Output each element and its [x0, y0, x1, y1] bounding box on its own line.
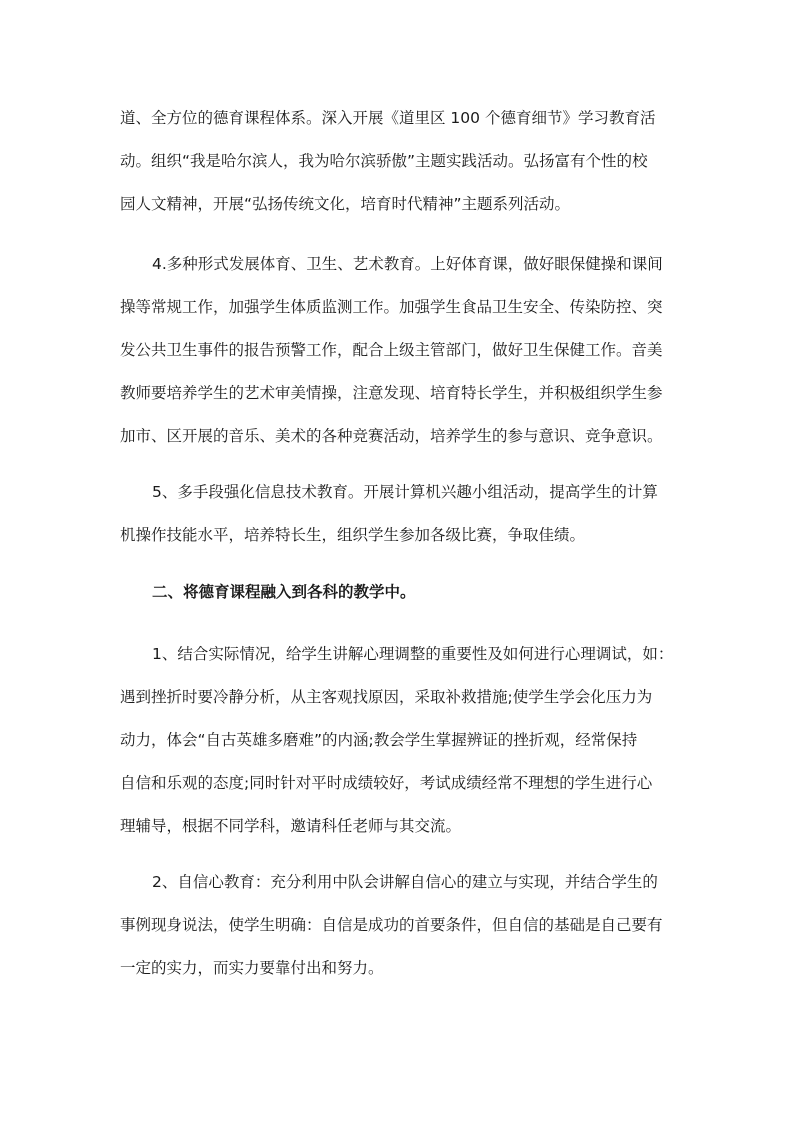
- text-line: 动。组织“我是哈尔滨人，我为哈尔滨骄傲”主题实践活动。弘扬富有个性的校: [120, 152, 648, 170]
- text-line: 加市、区开展的音乐、美术的各种竞赛活动，培养学生的参与意识、竞争意识。: [120, 427, 663, 445]
- text-line: 机操作技能水平，培养特长生，组织学生参加各级比赛，争取佳绩。: [120, 526, 586, 544]
- paragraph-1: [120, 104, 680, 233]
- heading-line: 二、将德育课程融入到各科的教学中。: [152, 583, 416, 601]
- text-line: 动力，体会“自古英雄多磨难”的内涵;教会学生掌握辨证的挫折观，经常保持: [120, 731, 638, 749]
- text-line: 5、多手段强化信息技术教育。开展计算机兴趣小组活动，提高学生的计算: [152, 483, 658, 501]
- paragraph-2: [120, 250, 680, 465]
- text-line: 2、自信心教育：充分利用中队会讲解自信心的建立与实现，并结合学生的: [152, 873, 658, 891]
- text-line: 一定的实力，而实力要靠付出和努力。: [120, 959, 384, 977]
- text-line: 4.多种形式发展体育、卫生、艺术教育。上好体育课，做好眼保健操和课间: [152, 255, 663, 273]
- text-line: 自信和乐观的态度;同时针对平时成绩较好，考试成绩经常不理想的学生进行心: [120, 774, 653, 792]
- text-line: 教师要培养学生的艺术审美情操，注意发现、培育特长学生，并积极组织学生参: [120, 384, 663, 402]
- text-line: 发公共卫生事件的报告预警工作，配合上级主管部门，做好卫生保健工作。音美: [120, 341, 663, 359]
- text-line: 道、全方位的德育课程体系。深入开展《道里区 100 个德育细节》学习教育活: [120, 109, 656, 127]
- paragraph-5: [120, 868, 680, 997]
- paragraph-3: [120, 478, 680, 564]
- text-line: 遇到挫折时要冷静分析，从主客观找原因，采取补救措施;使学生学会化压力为: [120, 688, 653, 706]
- text-line: 操等常规工作，加强学生体质监测工作。加强学生食品卫生安全、传染防控、突: [120, 298, 663, 316]
- text-line: 园人文精神，开展“弘扬传统文化，培育时代精神”主题系列活动。: [120, 195, 571, 213]
- section-heading: [120, 578, 680, 606]
- text-line: 1、结合实际情况，给学生讲解心理调整的重要性及如何进行心理调试，如：: [152, 645, 674, 663]
- text-line: 事例现身说法，使学生明确：自信是成功的首要条件，但自信的基础是自己要有: [120, 916, 663, 934]
- paragraph-4: [120, 640, 680, 855]
- text-line: 理辅导，根据不同学科，邀请科任老师与其交流。: [120, 817, 462, 835]
